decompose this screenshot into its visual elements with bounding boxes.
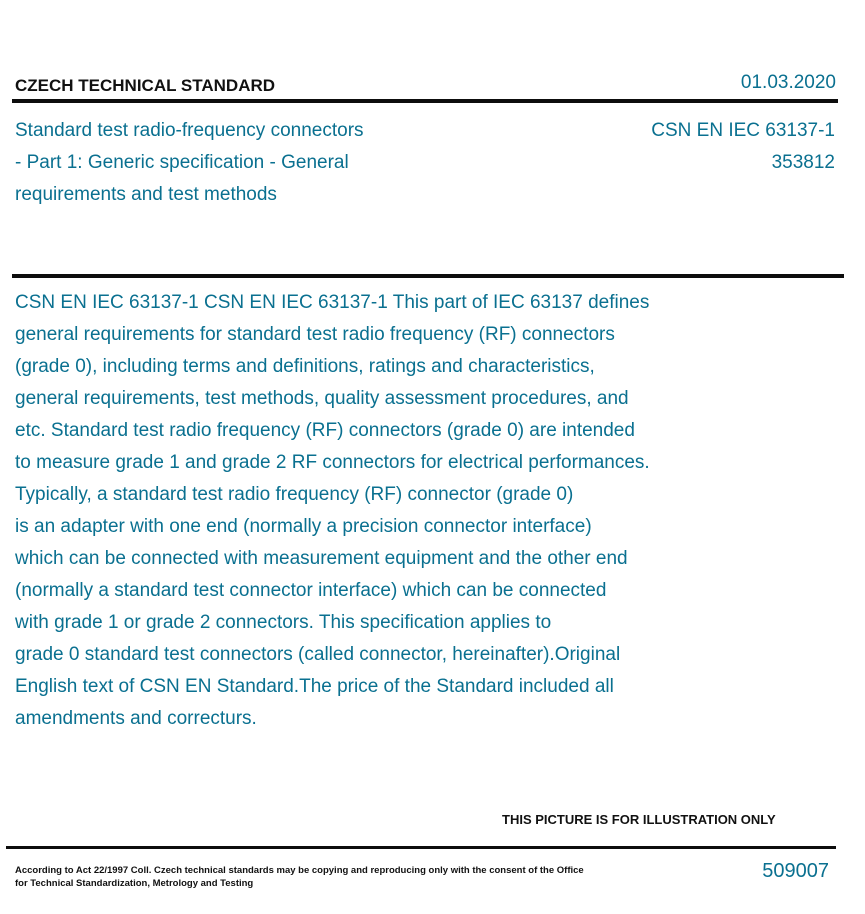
document-identifiers <box>651 115 835 179</box>
abstract-line: grade 0 standard test connectors (called connector, hereinafter).Original <box>15 644 621 665</box>
abstract-line: etc. Standard test radio frequency (RF) connectors (grade 0) are intended <box>15 420 635 441</box>
abstract-text <box>15 287 755 735</box>
abstract-line: amendments and correcturs. <box>15 708 257 729</box>
illustration-disclaimer: THIS PICTURE IS FOR ILLUSTRATION ONLY <box>502 812 776 827</box>
footer-divider <box>6 846 836 849</box>
abstract-line: which can be connected with measurement equipment and the other end <box>15 548 628 569</box>
legal-notice-line: According to Act 22/1997 Coll. Czech technical standards may be copying and reproducing only with the consent of the Office <box>15 865 584 876</box>
abstract-line: to measure grade 1 and grade 2 RF connectors for electrical performances. <box>15 452 650 473</box>
abstract-line: (normally a standard test connector interface) which can be connected <box>15 580 607 601</box>
document-title-line: - Part 1: Generic specification - General <box>15 152 349 173</box>
abstract-line: with grade 1 or grade 2 connectors. This specification applies to <box>15 612 552 633</box>
abstract-divider <box>12 274 844 278</box>
abstract-line: is an adapter with one end (normally a precision connector interface) <box>15 516 592 537</box>
class-number: 353812 <box>771 152 835 173</box>
abstract-line: English text of CSN EN Standard.The price of the Standard included all <box>15 676 614 697</box>
standard-type-heading: CZECH TECHNICAL STANDARD <box>15 76 276 95</box>
document-title <box>15 115 445 211</box>
legal-notice-line: for Technical Standardization, Metrology and Testing <box>15 878 254 889</box>
standard-code: CSN EN IEC 63137-1 <box>651 120 835 141</box>
abstract-line: general requirements, test methods, quality assessment procedures, and <box>15 388 629 409</box>
document-title-line: Standard test radio-frequency connectors <box>15 120 364 141</box>
catalog-number: 509007 <box>762 860 829 882</box>
abstract-line: general requirements for standard test radio frequency (RF) connectors <box>15 324 615 345</box>
document-title-line: requirements and test methods <box>15 184 277 205</box>
abstract-line: (grade 0), including terms and definitions, ratings and characteristics, <box>15 356 595 377</box>
abstract-line: CSN EN IEC 63137-1 CSN EN IEC 63137-1 This part of IEC 63137 defines <box>15 292 650 313</box>
header-divider <box>12 99 838 103</box>
legal-notice <box>15 864 595 890</box>
publication-date: 01.03.2020 <box>740 72 836 93</box>
abstract-line: Typically, a standard test radio frequency (RF) connector (grade 0) <box>15 484 574 505</box>
